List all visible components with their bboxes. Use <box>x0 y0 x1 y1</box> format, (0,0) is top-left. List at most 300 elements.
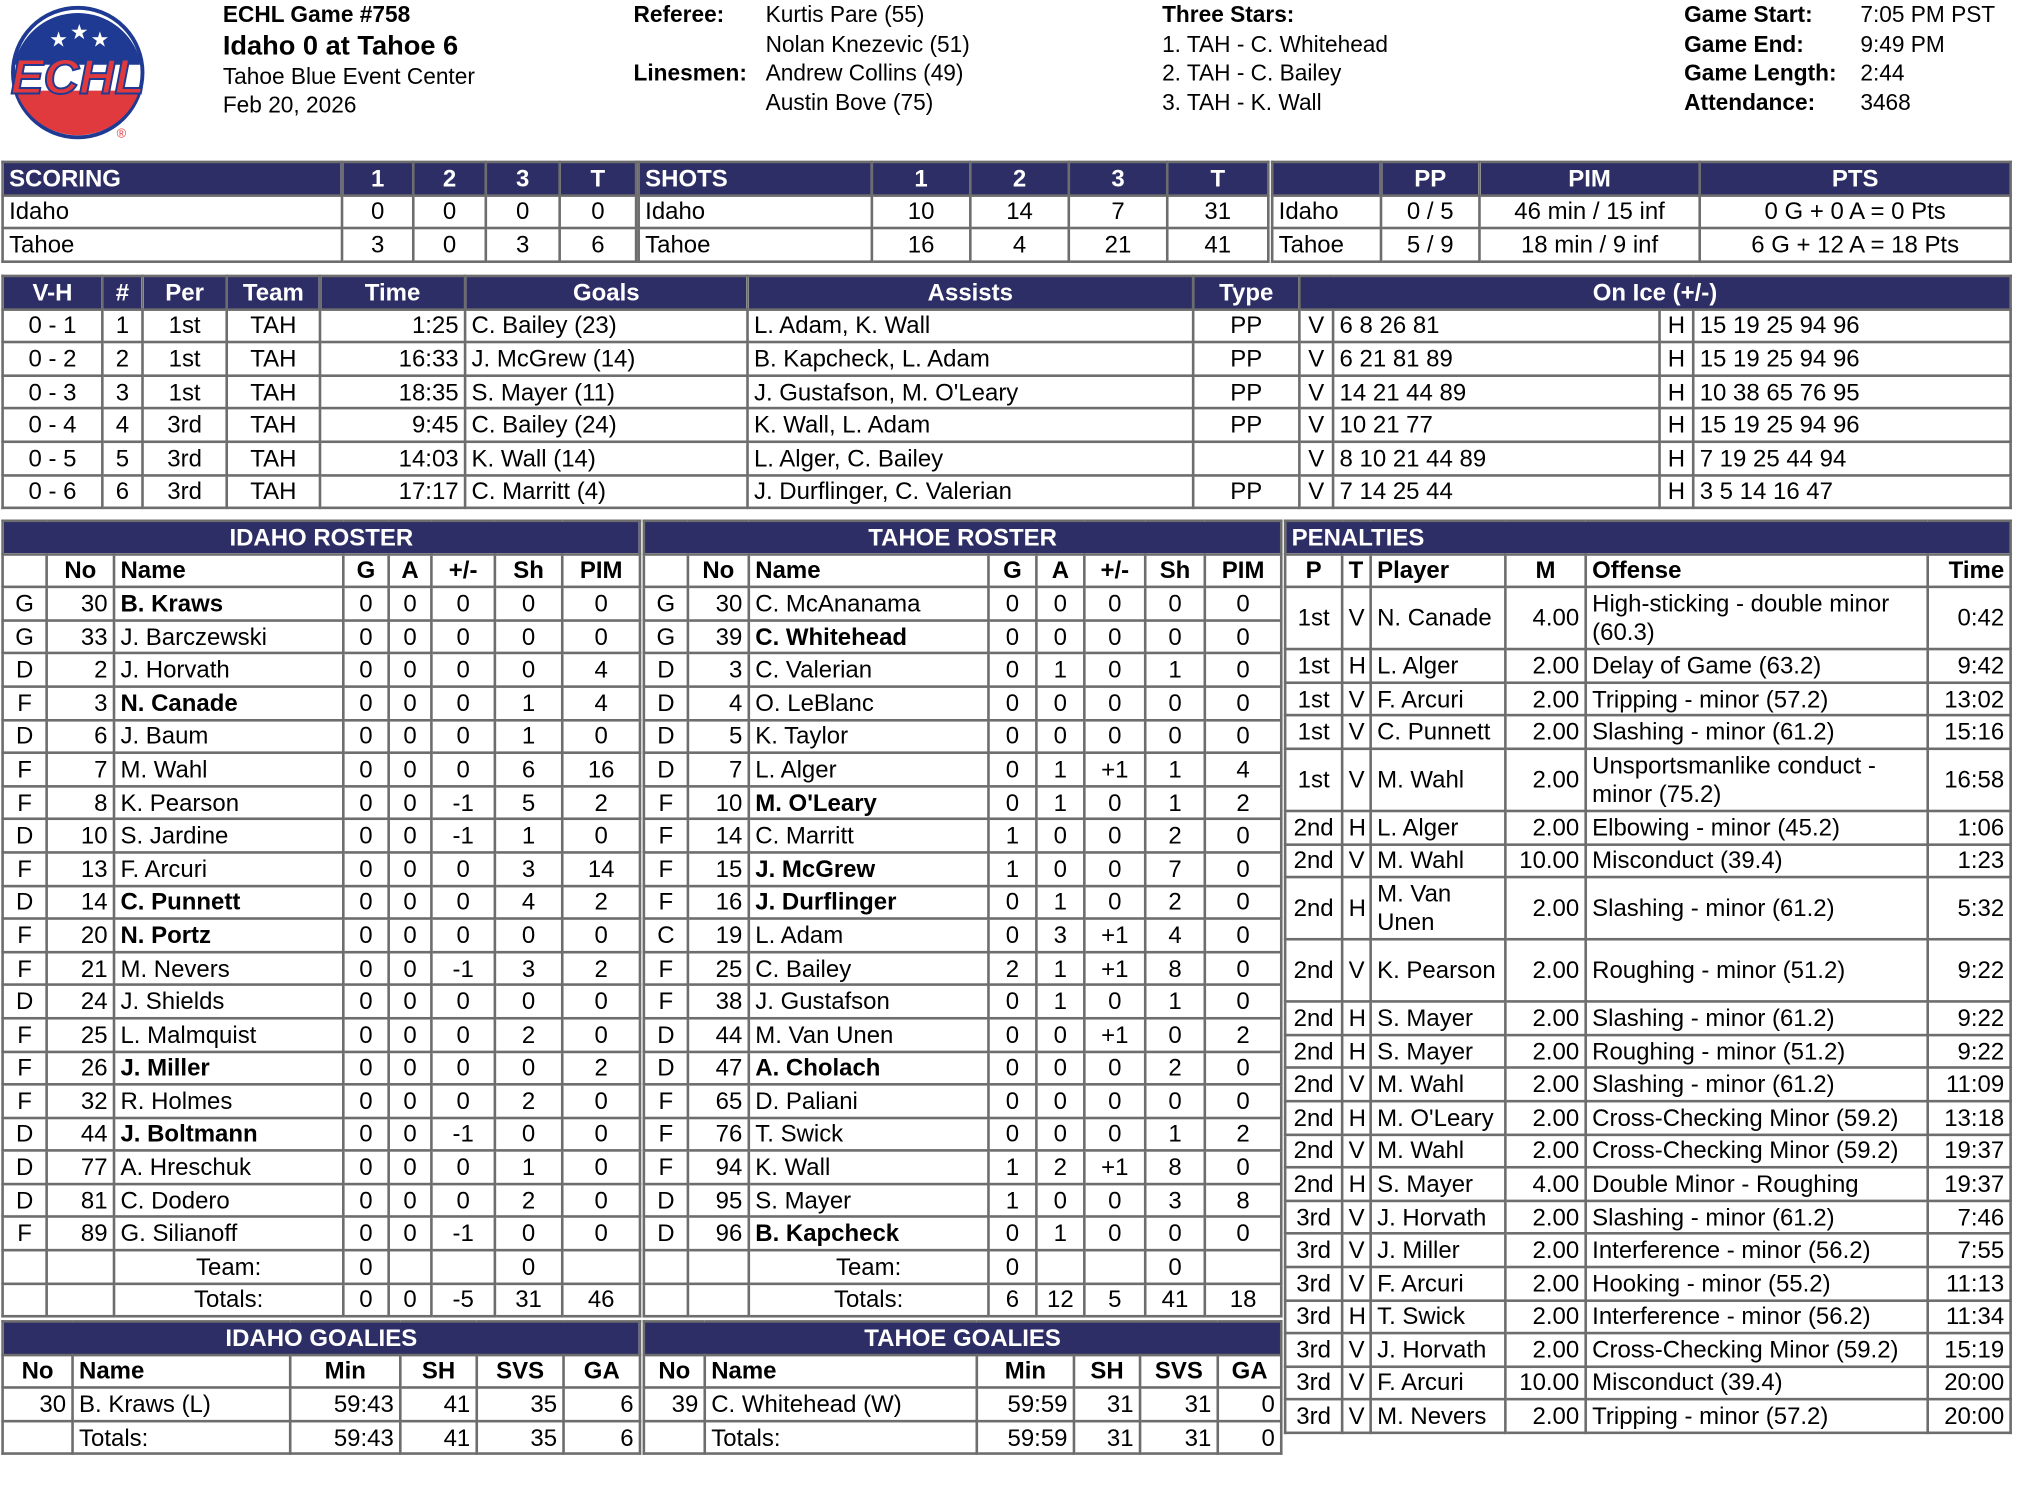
penalty-team: V <box>1342 844 1371 877</box>
special-row-idaho <box>1272 195 2010 228</box>
penalty-team: H <box>1342 1300 1371 1333</box>
penalty-player: S. Mayer <box>1371 1035 1506 1068</box>
player-sh: 2 <box>1145 886 1205 919</box>
player-no: 13 <box>47 852 114 885</box>
player-pos: F <box>3 1018 47 1051</box>
scoring-row-tahoe <box>3 228 636 261</box>
roster-row <box>644 1118 1282 1151</box>
penalty-time: 19:37 <box>1928 1167 2011 1200</box>
player-sh: 7 <box>1145 852 1205 885</box>
scoring-cell: 0 <box>413 228 486 261</box>
svg-text:★: ★ <box>49 27 68 52</box>
player-sh: 0 <box>495 653 562 686</box>
roster-blank <box>47 1250 114 1283</box>
penalty-player: S. Mayer <box>1371 1167 1506 1200</box>
player-pos: D <box>3 653 47 686</box>
linesmen-label: Linesmen: <box>633 59 747 86</box>
player-name: R. Holmes <box>114 1084 343 1117</box>
goal-number: 5 <box>102 442 142 475</box>
special-pp: 5 / 9 <box>1381 228 1479 261</box>
penalty-period: 3rd <box>1285 1366 1342 1399</box>
player-name: J. Boltmann <box>114 1118 343 1151</box>
roster-row <box>3 1217 641 1250</box>
goal-row <box>3 375 2011 408</box>
roster-row <box>644 786 1282 819</box>
player-sh: 2 <box>1145 819 1205 852</box>
scoring-cell: 3 <box>486 228 560 261</box>
player-pos: D <box>3 1118 47 1151</box>
penalty-team: V <box>1342 1068 1371 1101</box>
penalty-time: 7:55 <box>1928 1234 2011 1267</box>
player-pim: 0 <box>1205 985 1282 1018</box>
penalty-row <box>1285 1300 2011 1333</box>
tahoe-goalies-table <box>643 1320 1283 1455</box>
player-sh: 1 <box>1145 1118 1205 1151</box>
goal-time: 1:25 <box>320 309 465 342</box>
player-plusminus: 0 <box>431 1151 494 1184</box>
goalie-svs: 31 <box>1140 1388 1218 1421</box>
player-name: C. Bailey <box>749 952 989 985</box>
penalty-offense: Cross-Checking Minor (59.2) <box>1586 1134 1928 1167</box>
goal-period: 1st <box>143 309 227 342</box>
penalty-offense: Misconduct (39.4) <box>1586 844 1928 877</box>
roster-blank <box>644 1250 688 1283</box>
goal-row <box>3 442 2011 475</box>
shots-cell: 4 <box>970 228 1068 261</box>
player-name: M. Nevers <box>114 952 343 985</box>
onice-visitor: 8 10 21 44 89 <box>1333 442 1659 475</box>
player-g: 0 <box>988 753 1036 786</box>
penalty-time: 9:22 <box>1928 939 2011 1001</box>
roster-row <box>3 819 641 852</box>
player-g: 0 <box>343 919 388 952</box>
goalie-totals-sh: 41 <box>400 1421 476 1454</box>
goal-period: 3rd <box>143 409 227 442</box>
player-no: 4 <box>688 687 749 720</box>
player-no: 32 <box>47 1084 114 1117</box>
shots-row-idaho <box>639 195 1269 228</box>
player-sh: 1 <box>1145 653 1205 686</box>
player-pim: 0 <box>562 1018 640 1051</box>
goals-header-per: Per <box>143 276 227 309</box>
penalty-time: 9:42 <box>1928 649 2011 682</box>
roster-team-g: 0 <box>988 1250 1036 1283</box>
penalty-player: J. Horvath <box>1371 1333 1506 1366</box>
player-g: 1 <box>988 819 1036 852</box>
roster-totals-a: 0 <box>389 1283 432 1316</box>
penalty-offense: Slashing - minor (61.2) <box>1586 877 1928 939</box>
penalty-team: V <box>1342 1366 1371 1399</box>
player-a: 0 <box>1036 620 1084 653</box>
penalties-title: PENALTIES <box>1285 521 2011 554</box>
penalty-period: 2nd <box>1285 1068 1342 1101</box>
player-name: L. Adam <box>749 919 989 952</box>
goalie-name: B. Kraws (L) <box>73 1388 291 1421</box>
player-pim: 0 <box>1205 1051 1282 1084</box>
player-sh: 2 <box>1145 1051 1205 1084</box>
attendance-value: 3468 <box>1860 88 1911 115</box>
player-a: 0 <box>1036 852 1084 885</box>
onice-visitor-tag: V <box>1299 309 1333 342</box>
player-name: A. Hreschuk <box>114 1151 343 1184</box>
player-no: 5 <box>688 720 749 753</box>
player-g: 2 <box>988 952 1036 985</box>
scoring-header-p2: 2 <box>413 162 486 195</box>
penalty-time: 1:06 <box>1928 811 2011 844</box>
player-pos: F <box>644 886 688 919</box>
player-plusminus: 0 <box>431 985 494 1018</box>
player-name: N. Portz <box>114 919 343 952</box>
player-pos: G <box>644 587 688 620</box>
player-g: 1 <box>988 1151 1036 1184</box>
player-sh: 1 <box>495 720 562 753</box>
roster-row <box>644 587 1282 620</box>
onice-visitor: 6 21 81 89 <box>1333 342 1659 375</box>
shots-cell: 41 <box>1167 228 1268 261</box>
goalie-header: No <box>3 1355 73 1388</box>
player-g: 0 <box>343 753 388 786</box>
three-stars-label: Three Stars: <box>1162 1 1295 28</box>
goals-table <box>1 275 2012 510</box>
player-name: M. Van Unen <box>749 1018 989 1051</box>
player-pim: 0 <box>1205 1217 1282 1250</box>
onice-visitor: 10 21 77 <box>1333 409 1659 442</box>
player-sh: 2 <box>495 1018 562 1051</box>
roster-totals-row <box>3 1283 641 1316</box>
player-sh: 5 <box>495 786 562 819</box>
penalty-row <box>1285 1333 2011 1366</box>
goals-header-num: # <box>102 276 142 309</box>
goal-row <box>3 309 2011 342</box>
player-name: F. Arcuri <box>114 852 343 885</box>
player-plusminus: 0 <box>431 720 494 753</box>
goalie-header: GA <box>564 1355 640 1388</box>
player-pim: 0 <box>1205 952 1282 985</box>
idaho-roster-header-row <box>3 554 641 587</box>
player-name: N. Canade <box>114 687 343 720</box>
penalty-team: H <box>1342 877 1371 939</box>
roster-row <box>3 720 641 753</box>
roster-row <box>3 952 641 985</box>
penalty-time: 15:16 <box>1928 716 2011 749</box>
goal-assists: L. Adam, K. Wall <box>748 309 1194 342</box>
idaho-goalie-totals <box>3 1421 640 1454</box>
player-no: 30 <box>47 587 114 620</box>
roster-row <box>3 886 641 919</box>
player-plusminus: 0 <box>1084 1051 1145 1084</box>
goals-header-onice: On Ice (+/-) <box>1299 276 2010 309</box>
player-sh: 1 <box>1145 753 1205 786</box>
roster-row <box>3 753 641 786</box>
player-plusminus: -1 <box>431 819 494 852</box>
penalty-minutes: 10.00 <box>1505 844 1585 877</box>
shots-table <box>637 161 1269 263</box>
roster-totals-sh: 31 <box>495 1283 562 1316</box>
goals-header-row <box>3 276 2011 309</box>
player-plusminus: +1 <box>1084 1018 1145 1051</box>
roster-row <box>644 819 1282 852</box>
player-sh: 2 <box>495 1184 562 1217</box>
penalty-header: P <box>1285 554 1342 587</box>
goalie-totals-min: 59:43 <box>290 1421 400 1454</box>
player-name: C. Valerian <box>749 653 989 686</box>
player-sh: 8 <box>1145 952 1205 985</box>
onice-home-tag: H <box>1660 409 1694 442</box>
player-pos: F <box>3 753 47 786</box>
shots-team: Tahoe <box>639 228 872 261</box>
player-plusminus: 0 <box>1084 852 1145 885</box>
roster-blank <box>3 1250 47 1283</box>
penalty-player: M. Van Unen <box>1371 877 1506 939</box>
tahoe-goalies-header-row <box>644 1355 1281 1388</box>
penalty-time: 20:00 <box>1928 1366 2011 1399</box>
penalty-minutes: 2.00 <box>1505 716 1585 749</box>
penalty-row <box>1285 1035 2011 1068</box>
player-no: 21 <box>47 952 114 985</box>
player-pim: 0 <box>562 1184 640 1217</box>
special-header-pim: PIM <box>1479 162 1699 195</box>
player-a: 0 <box>1036 1018 1084 1051</box>
penalty-row <box>1285 1201 2011 1234</box>
player-a: 0 <box>389 819 432 852</box>
idaho-roster-table <box>1 519 641 1317</box>
special-pts: 0 G + 0 A = 0 Pts <box>1700 195 2011 228</box>
player-pim: 0 <box>562 1151 640 1184</box>
player-g: 0 <box>343 1051 388 1084</box>
goal-score: 0 - 1 <box>3 309 103 342</box>
shots-cell: 21 <box>1069 228 1167 261</box>
player-plusminus: 0 <box>1084 687 1145 720</box>
player-pim: 0 <box>562 1217 640 1250</box>
player-a: 0 <box>389 886 432 919</box>
player-name: C. Punnett <box>114 886 343 919</box>
roster-team-pim <box>1205 1250 1282 1283</box>
roster-row <box>644 852 1282 885</box>
tahoe-goalie-totals <box>644 1421 1281 1454</box>
player-pos: G <box>3 587 47 620</box>
player-no: 96 <box>688 1217 749 1250</box>
player-name: S. Jardine <box>114 819 343 852</box>
player-pos: F <box>644 1151 688 1184</box>
penalty-minutes: 10.00 <box>1505 1366 1585 1399</box>
player-g: 0 <box>988 786 1036 819</box>
player-a: 0 <box>389 620 432 653</box>
player-pos: D <box>3 886 47 919</box>
player-pim: 2 <box>562 1051 640 1084</box>
penalty-minutes: 2.00 <box>1505 749 1585 811</box>
goal-assists: L. Alger, C. Bailey <box>748 442 1194 475</box>
player-pos: F <box>3 1084 47 1117</box>
roster-header: Name <box>749 554 989 587</box>
roster-team-row <box>3 1250 641 1283</box>
player-name: B. Kraws <box>114 587 343 620</box>
player-a: 0 <box>1036 687 1084 720</box>
roster-header: PIM <box>562 554 640 587</box>
scoring-header-p1: 1 <box>342 162 413 195</box>
player-pim: 0 <box>1205 1084 1282 1117</box>
player-g: 0 <box>343 952 388 985</box>
shots-row-tahoe <box>639 228 1269 261</box>
player-no: 24 <box>47 985 114 1018</box>
player-pos: D <box>644 753 688 786</box>
player-sh: 3 <box>495 952 562 985</box>
roster-row <box>644 1184 1282 1217</box>
player-g: 0 <box>343 852 388 885</box>
penalty-period: 2nd <box>1285 1134 1342 1167</box>
goalie-totals-ga: 6 <box>564 1421 640 1454</box>
goal-team: TAH <box>227 442 320 475</box>
player-g: 0 <box>343 1217 388 1250</box>
goal-time: 14:03 <box>320 442 465 475</box>
player-no: 81 <box>47 1184 114 1217</box>
player-pim: 2 <box>562 886 640 919</box>
player-pos: F <box>644 819 688 852</box>
penalty-offense: Tripping - minor (57.2) <box>1586 1400 1928 1433</box>
player-g: 0 <box>343 587 388 620</box>
player-a: 3 <box>1036 919 1084 952</box>
roster-row <box>3 1151 641 1184</box>
player-plusminus: +1 <box>1084 952 1145 985</box>
penalty-period: 1st <box>1285 749 1342 811</box>
goalie-header: Min <box>977 1355 1074 1388</box>
player-pim: 0 <box>1205 852 1282 885</box>
idaho-goalies-table <box>1 1320 641 1455</box>
penalty-offense: Slashing - minor (61.2) <box>1586 1201 1928 1234</box>
player-pim: 0 <box>562 919 640 952</box>
special-pp: 0 / 5 <box>1381 195 1479 228</box>
player-name: C. Marritt <box>749 819 989 852</box>
goal-number: 6 <box>102 475 142 508</box>
player-plusminus: 0 <box>431 852 494 885</box>
roster-totals-plusminus: 5 <box>1084 1283 1145 1316</box>
player-pos: D <box>644 720 688 753</box>
player-pos: F <box>644 852 688 885</box>
penalty-minutes: 2.00 <box>1505 1002 1585 1035</box>
penalty-minutes: 2.00 <box>1505 1201 1585 1234</box>
onice-home-tag: H <box>1660 375 1694 408</box>
player-name: C. Whitehead <box>749 620 989 653</box>
player-no: 33 <box>47 620 114 653</box>
scoring-header-total: T <box>560 162 636 195</box>
player-plusminus: 0 <box>1084 886 1145 919</box>
player-name: J. Shields <box>114 985 343 1018</box>
roster-row <box>644 919 1282 952</box>
penalty-period: 3rd <box>1285 1400 1342 1433</box>
roster-blank <box>688 1250 749 1283</box>
star-1: 1. TAH - C. Whitehead <box>1162 30 1389 57</box>
goal-scorer: J. McGrew (14) <box>465 342 747 375</box>
roster-team-plusminus <box>431 1250 494 1283</box>
special-pim: 18 min / 9 inf <box>1479 228 1699 261</box>
roster-row <box>3 620 641 653</box>
goals-header-team: Team <box>227 276 320 309</box>
player-g: 0 <box>343 687 388 720</box>
player-pim: 2 <box>1205 1018 1282 1051</box>
penalty-period: 2nd <box>1285 939 1342 1001</box>
roster-totals-g: 0 <box>343 1283 388 1316</box>
player-plusminus: 0 <box>431 1051 494 1084</box>
penalty-team: H <box>1342 811 1371 844</box>
player-pos: D <box>644 1051 688 1084</box>
svg-text:★: ★ <box>69 19 89 44</box>
linesman-1: Andrew Collins (49) <box>765 59 964 86</box>
player-a: 1 <box>1036 653 1084 686</box>
player-a: 0 <box>389 653 432 686</box>
penalty-row <box>1285 587 2011 649</box>
goalie-header: No <box>644 1355 705 1388</box>
penalty-row <box>1285 1167 2011 1200</box>
player-plusminus: 0 <box>1084 786 1145 819</box>
player-a: 0 <box>389 985 432 1018</box>
special-header-pp: PP <box>1381 162 1479 195</box>
player-plusminus: 0 <box>1084 587 1145 620</box>
roster-team-g: 0 <box>343 1250 388 1283</box>
player-name: M. Wahl <box>114 753 343 786</box>
special-team: Tahoe <box>1272 228 1381 261</box>
player-pos: D <box>3 1151 47 1184</box>
player-pim: 0 <box>562 985 640 1018</box>
penalty-period: 3rd <box>1285 1234 1342 1267</box>
penalty-time: 9:22 <box>1928 1035 2011 1068</box>
penalty-period: 2nd <box>1285 844 1342 877</box>
player-name: M. O'Leary <box>749 786 989 819</box>
goal-score: 0 - 6 <box>3 475 103 508</box>
roster-header: No <box>688 554 749 587</box>
echl-logo <box>5 5 150 142</box>
goal-time: 18:35 <box>320 375 465 408</box>
player-plusminus: 0 <box>431 587 494 620</box>
roster-blank <box>47 1283 114 1316</box>
player-sh: 0 <box>1145 620 1205 653</box>
roster-header: PIM <box>1205 554 1282 587</box>
goalie-totals-svs: 31 <box>1140 1421 1218 1454</box>
roster-header: No <box>47 554 114 587</box>
game-date: Feb 20, 2026 <box>222 91 357 118</box>
player-g: 0 <box>988 886 1036 919</box>
player-name: J. Gustafson <box>749 985 989 1018</box>
goals-header-time: Time <box>320 276 465 309</box>
player-plusminus: 0 <box>1084 1084 1145 1117</box>
player-pim: 2 <box>1205 786 1282 819</box>
player-a: 2 <box>1036 1151 1084 1184</box>
player-pos: G <box>3 620 47 653</box>
shots-cell: 7 <box>1069 195 1167 228</box>
player-pim: 4 <box>562 653 640 686</box>
player-a: 0 <box>389 1151 432 1184</box>
penalty-player: T. Swick <box>1371 1300 1506 1333</box>
roster-row <box>644 1084 1282 1117</box>
player-sh: 1 <box>1145 985 1205 1018</box>
penalty-time: 11:13 <box>1928 1267 2011 1300</box>
roster-row <box>644 1151 1282 1184</box>
roster-row <box>644 720 1282 753</box>
player-name: C. Dodero <box>114 1184 343 1217</box>
player-sh: 0 <box>495 1217 562 1250</box>
penalty-period: 2nd <box>1285 1035 1342 1068</box>
player-sh: 3 <box>495 852 562 885</box>
scoring-cell: 3 <box>342 228 413 261</box>
goal-team: TAH <box>227 475 320 508</box>
penalty-team: H <box>1342 1002 1371 1035</box>
player-pim: 0 <box>1205 720 1282 753</box>
player-g: 0 <box>343 786 388 819</box>
referee-1: Kurtis Pare (55) <box>765 1 925 28</box>
player-g: 0 <box>343 886 388 919</box>
player-sh: 1 <box>495 687 562 720</box>
goal-assists: J. Durflinger, C. Valerian <box>748 475 1194 508</box>
player-plusminus: 0 <box>1084 1184 1145 1217</box>
player-pim: 0 <box>1205 687 1282 720</box>
